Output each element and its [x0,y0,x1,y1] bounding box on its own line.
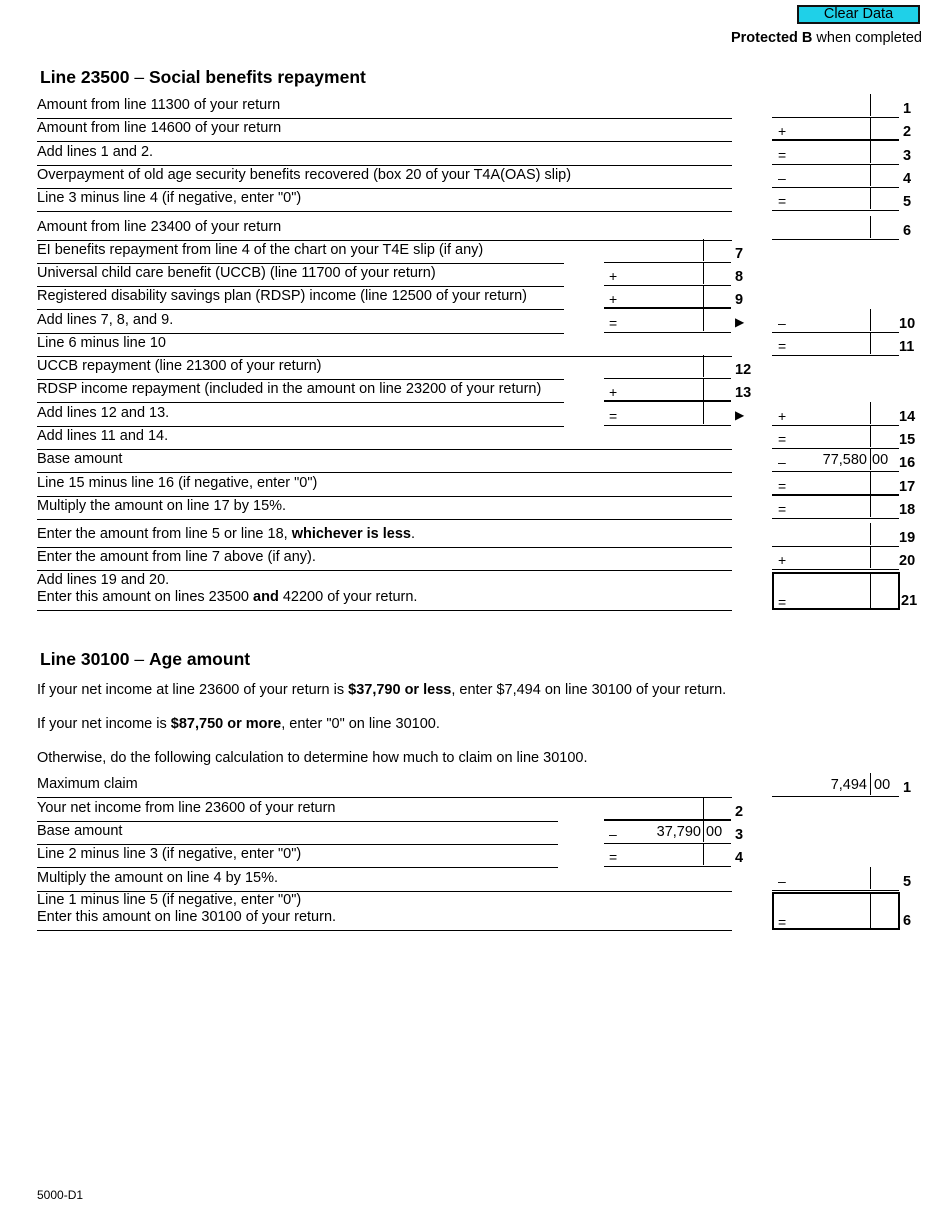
line-5-description: Line 3 minus line 4 (if negative, enter "0") [37,189,732,212]
desc-part: Add lines 19 and 20. [37,572,170,588]
cents-divider [870,309,871,331]
cents-divider [870,216,871,238]
line-5-input[interactable] [772,869,899,891]
operator: = [778,147,787,163]
line-17-description: Line 15 minus line 16 (if negative, enter "0") [37,474,732,497]
line-20-input[interactable] [772,548,899,570]
line-6-description [37,892,732,931]
line-11-input[interactable] [772,334,899,356]
cents-divider [870,332,871,354]
cents-divider [870,773,871,795]
line-number: 4 [903,171,912,187]
line-1-description: Maximum claim [37,775,732,798]
cents-divider [703,820,704,842]
line-12-middle-input[interactable] [604,357,731,379]
line-number: 21 [901,593,918,609]
line-number: 12 [735,362,752,378]
line-number: 14 [899,409,916,425]
line-number: 6 [903,913,912,929]
age-amount-instruction: Otherwise, do the following calculation to determine how much to claim on line 30100. [37,750,588,766]
cents-divider [703,402,704,424]
section-title-line-30100: Line 30100 – Age amount [40,649,251,669]
line-number: 19 [899,530,916,546]
cents-divider [870,164,871,186]
line-number: 10 [899,316,916,332]
cents-divider [703,285,704,307]
line-7-middle-input[interactable] [604,241,731,263]
desc-part: Enter this amount on lines 23500 and 42200 of your return. [37,589,418,605]
line-number: 18 [899,502,916,518]
cents-divider [703,797,704,819]
line-8-middle-input[interactable] [604,264,731,286]
cents-divider [870,402,871,424]
line-12-description: UCCB repayment (line 21300 of your return) [37,357,564,380]
line-20-description: Enter the amount from line 7 above (if any). [37,548,732,571]
line-4-input[interactable] [772,166,899,188]
cents-divider [870,867,871,889]
line-number: 17 [899,479,916,495]
line-number: 3 [735,827,744,843]
line-3-cents: 00 [706,824,723,840]
line-number: 13 [735,385,752,401]
operator: + [778,408,787,424]
line-19-input[interactable] [772,525,899,547]
age-amount-rule-2: If your net income is $87,750 or more, enter "0" on line 30100. [37,716,440,732]
operator: + [609,384,618,400]
line-3-input[interactable] [772,143,899,165]
line-19-description: Enter the amount from line 5 or line 18, whichever is less. [37,525,732,548]
operator: = [778,431,787,447]
line-number: 8 [735,269,744,285]
line-16-description: Base amount [37,450,732,473]
operator: – [778,315,786,331]
line-number: 11 [899,339,915,355]
clear-data-button[interactable]: Clear Data [797,5,920,24]
line-number: 20 [899,553,916,569]
section-title-line-23500: Line 23500 – Social benefits repayment [40,67,366,87]
operator: + [609,268,618,284]
operator: = [778,478,787,494]
line-number: 9 [735,292,744,308]
cents-divider [870,187,871,209]
cents-divider [703,262,704,284]
line-13-description: RDSP income repayment (included in the amount on line 23200 of your return) [37,380,564,403]
operator: – [609,826,617,842]
line-3-dollars: 37,790 [656,824,701,840]
line-number: 2 [735,804,744,820]
line-15-input[interactable] [772,427,899,449]
operator: = [778,914,787,930]
line-number: 7 [735,246,744,262]
line-6-description: Amount from line 23400 of your return [37,218,732,241]
line-15-description: Add lines 11 and 14. [37,427,732,450]
cents-divider [870,117,871,139]
line-17-input[interactable] [772,474,899,496]
line-11-description: Line 6 minus line 10 [37,334,732,357]
line-10-middle-input[interactable] [604,311,731,333]
line-6-input[interactable] [772,892,900,930]
operator: – [778,873,786,889]
line-3-description: Add lines 1 and 2. [37,143,732,166]
desc-part: Enter this amount on line 30100 of your return. [37,909,337,925]
line-number: 3 [903,148,912,164]
line-number: 5 [903,874,912,890]
cents-divider [870,546,871,568]
cents-divider [870,94,871,116]
cents-divider [870,495,871,517]
line-7-description: EI benefits repayment from line 4 of the chart on your T4E slip (if any) [37,241,564,264]
line-16-dollars: 77,580 [822,452,867,468]
line-1-input[interactable] [772,96,899,118]
cents-divider [870,448,871,470]
line-1-cents: 00 [874,777,891,793]
line-5-description: Multiply the amount on line 4 by 15%. [37,869,732,892]
line-number: 16 [899,455,916,471]
cents-divider [703,239,704,261]
operator: = [609,408,618,424]
line-16-cents: 00 [872,452,889,468]
form-id: 5000-D1 [37,1188,84,1202]
line-14-description: Add lines 12 and 13. [37,404,564,427]
cents-divider [870,472,871,494]
line-21-description [37,572,732,611]
line-10-input[interactable] [772,311,899,333]
line-number: 1 [903,780,912,796]
line-18-input[interactable] [772,497,899,519]
line-2-description: Your net income from line 23600 of your return [37,799,558,822]
cents-divider [870,523,871,545]
line-1-dollars: 7,494 [830,777,867,793]
operator: + [778,123,787,139]
arrow-right-icon: ▶ [735,408,745,422]
line-4-middle-input[interactable] [604,845,731,867]
operator: – [778,170,786,186]
operator: + [778,552,787,568]
line-21-input[interactable] [772,572,900,610]
cents-divider [870,141,871,163]
operator: = [609,315,618,331]
line-2-input[interactable] [772,119,899,141]
line-3-description: Base amount [37,822,558,845]
line-number: 5 [903,194,912,210]
line-number: 2 [903,124,912,140]
line-14-input[interactable] [772,404,899,426]
cents-divider [703,378,704,400]
line-2-description: Amount from line 14600 of your return [37,119,732,142]
operator: = [778,594,787,610]
line-4-description: Line 2 minus line 3 (if negative, enter "0") [37,845,558,868]
line-2-middle-input[interactable] [604,799,731,821]
line-8-description: Universal child care benefit (UCCB) (line 11700 of your return) [37,264,564,287]
protected-b-notice: Protected B when completed [730,30,922,46]
line-5-input[interactable] [772,189,899,211]
operator: – [778,454,786,470]
age-amount-rule-1: If your net income at line 23600 of your return is $37,790 or less, enter $7,494 on line 30100 of your return. [37,682,727,698]
cents-divider [703,309,704,331]
line-number: 4 [735,850,744,866]
line-number: 1 [903,101,912,117]
operator: + [609,291,618,307]
arrow-right-icon: ▶ [735,315,745,329]
desc-part: Line 1 minus line 5 (if negative, enter "0") [37,892,302,908]
line-6-input[interactable] [772,218,899,240]
cents-divider [870,425,871,447]
line-9-middle-input[interactable] [604,287,731,309]
line-9-description: Registered disability savings plan (RDSP) income (line 12500 of your return) [37,287,564,310]
operator: = [609,849,618,865]
line-4-description: Overpayment of old age security benefits recovered (box 20 of your T4A(OAS) slip) [37,166,732,189]
line-18-description: Multiply the amount on line 17 by 15%. [37,497,732,520]
cents-divider [870,892,871,930]
cents-divider [870,572,871,610]
line-14-middle-input[interactable] [604,404,731,426]
line-number: 15 [899,432,916,448]
operator: = [778,501,787,517]
operator: = [778,193,787,209]
line-1-description: Amount from line 11300 of your return [37,96,732,119]
operator: = [778,338,787,354]
line-10-description: Add lines 7, 8, and 9. [37,311,564,334]
line-13-middle-input[interactable] [604,380,731,402]
cents-divider [703,355,704,377]
line-number: 6 [903,223,912,239]
cents-divider [703,843,704,865]
